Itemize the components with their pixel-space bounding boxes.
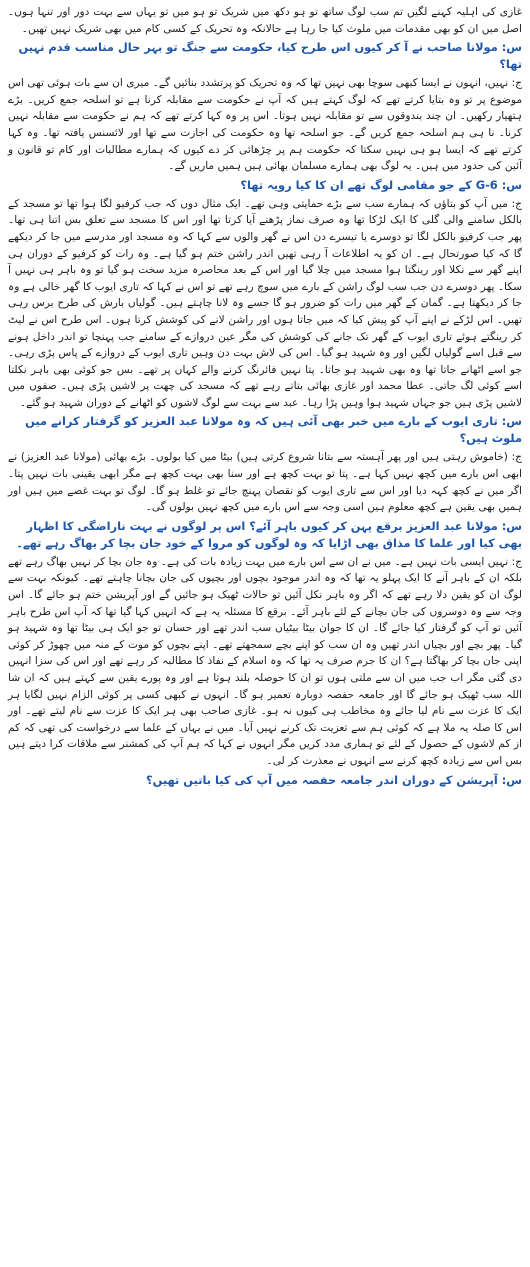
question-heading-1: س: مولانا صاحب نے آ کر کیوں اس طرح کیا، حکومت سے جنگ تو بہر حال مناسب قدم نہیں تھا؟ xyxy=(18,40,522,72)
answer-paragraph-2: ج: میں آپ کو بتاؤں کہ ہمارے سب سے بڑے حمایتی وہی تھے۔ ایک مثال دوں کہ جب کرفیو لگا ہوا تھا تو مسجد کے بالکل سامنے والی گلی کا ایک لڑکا تھا وہ صرف نماز پڑھنے آیا کرتا تھا اور اس کا مسجد سے تعلق بس اتنا ہی تھا۔ پھر جب کرفیو بالکل لگا تو دوسرے یا تیسرے دن اس نے گھر والوں سے کہا کہ وہ مسجد اور مدرسے میں جا کر دیکھے گا کہ کیا صورتحال ہے۔ ان کو یہ اطلاعات آ رہی تھیں اندر راشن ختم ہو گیا ہے۔ وہ رات کو کرفیو کے دوران ہی اپنے گھر سے نکلا اور رینگتا ہوا مسجد میں چلا گیا اور اس کے بعد محاصرہ مزید سخت ہو گیا تو وہ باہر ہی نہیں آ سکا۔ پھر دوسرے دن جب سب لوگ راشن کے بارے میں سوچ رہے تھے تو اس نے کہا کہ تاری ایوب کا گھر خالی ہے وہ جا کر دیکھتا ہے۔ گمان کے گھر میں رات کو ضرور ہو گا جسے وہ لانا چاہتے ہیں۔ گولیاں بارش کی طرح برس رہی تھیں۔ اس لڑکے نے اپنے آپ کو پیش کیا کہ میں جاتا ہوں اور راشن لانے کی کوشش کرتا ہوں۔ اس طرح اس نے لیٹ کر رینگتے ہوئے تاری ایوب کے گھر تک جانے کی کوشش کی مگر عین دروازے کے سامنے جب پہنچا تو اندر داخل ہونے سے قبل اسے گولیاں لگیں اور وہ شہید ہو گیا۔ اس کی لاش بہت دن وہیں تاری ایوب کے دروازے کے پاس پڑی رہی۔ جو اسے اٹھانے جاتا تھا وہ بھی شہید ہو جاتا۔ پتا نہیں فائرنگ کرنے والے کہاں پر تھے۔ بس جو کوئی بھی باہر نکلتا اسے کوئی لگ جاتی۔ عطا محمد اور غازی بھائی بتاتے رہے تھے کہ مسجد کی چھت پر لاشیں پڑی ہیں۔ صفوں میں لاشیں پڑی ہیں جو جہاں شہید ہوا وہیں پڑا رہا۔ عبد سے بہت سے لوگ لاشوں کو اٹھانے کے دوران شہید ہو گئے۔ xyxy=(8,197,522,409)
answer-paragraph-4: ج: نہیں ایسی بات نہیں ہے۔ میں نے ان سے اس بارے میں بہت زیادہ بات کی ہے۔ وہ جان بچا کر نہیں بھاگ رہے تھے بلکہ ان کے باہر آنے کا ایک پہلو یہ تھا کہ وہ اندر موجود بچوں اور بچیوں کی جان بچانا چاہتے تھے۔ کیونکہ بہت سے لوگ ان کو یقین دلا رہے تھے کہ اگر وہ باہر نکل آئیں تو حالات ٹھیک ہو جائیں گے اور آپریشن ختم ہو جائے گا۔ اس وجہ سے وہ دوسروں کی جان بچانے کے لئے باہر آئے۔ برقع کا مسئلہ یہ ہے کہ انہیں کہا گیا تھا کہ آپ اس طرح باہر آئیں تو آپ کو گرفتار کیا جائے گا۔ ان کا جوان بیٹا بیٹیاں سب اندر تھے اور حسان تو جو ایک ہی بیٹا تھا وہ شہید ہو گیا۔ پھر بچے اور بچیاں اندر تھیں وہ ان سب کو اپنے بچے سمجھتے تھے۔ اپنے بچوں کو موت کے منہ میں چھوڑ کر کوئی اپنی جان بچا کر بھاگتا ہے؟ ان کا جرم صرف یہ تھا کہ وہ اسلام کے نفاذ کا مطالبہ کر رہے تھے اور اس کی سزا انہیں دی گئی مگر اب جب میں ان سے ملتی ہوں تو ان کا حوصلہ بلند ہوتا ہے اور وہ پورے یقین سے کہتے ہیں کہ ان شا اللہ سب ٹھیک ہو جائے گا اور جامعہ حفصہ دوبارہ تعمیر ہو گا۔ انہوں نے کبھی کسی پر کوئی الزام نہیں لگایا ہر ایک کا عزت سے نام لیا جائے وہ مخاطب ہی کیوں نہ ہو۔ غازی صاحب بھی ہر ایک کا عزت سے نام لیتے تھے۔ اور اس کا صلہ یہ ملا ہے کہ کوئی ہم سے تعزیت تک کرنے نہیں آیا۔ میں نے یہاں کے علما سے درخواست کی تھی کہ کم از کم لاشوں کے حصول کے لئے تو ہماری مدد کریں مگر انہوں نے کہا کہ ہم آپ کی کمشنر سے ملاقات کرا دیتے ہیں بس اس سے زیادہ کچھ کرنے سے انہوں نے معذرت کر لی۔ xyxy=(8,555,522,767)
question-heading-2: س: G-6 کے جو مقامی لوگ تھے ان کا کیا رویہ تھا؟ xyxy=(240,177,522,192)
answer-paragraph-1: ج: نہیں، انہوں نے ایسا کبھی سوچا بھی نہیں تھا کہ وہ تحریک کو پرتشدد بنائیں گے۔ میری ان سے بات ہوئی تھی اس موضوع پر تو وہ بتایا کرتے تھے کہ لوگ کہتے ہیں کہ آپ نے حکومت سے مقابلہ کرنا ہے تو اسلحہ جمع کریں۔ بڑے ہتھیار رکھیں۔ ان چند بندوقوں سے تو مقابلہ نہیں ہوتا۔ اس پر وہ کہا کرتے تھے کہ ہم نے حکومت سے مقابلہ نہیں کرنا۔ نا ہی ہم اسلحہ جمع کریں گے۔ جو اسلحہ تھا وہ حکومت کی اجازت سے تھا اور لائسنس یافتہ تھا۔ وہ کہا کرتے تھے کہ ایسا ہو ہی نہیں سکتا کہ حکومت ہم پر چڑھائی کر دے کیوں کہ ہمارے مطالبات اور کام تو قانون و آئین کی حدود میں ہیں۔ یہ لوگ بھی ہمارے مسلمان بھائی ہیں ہمیں ماریں گے۔ xyxy=(8,77,522,173)
question-heading-5: س: آپریشن کے دوران اندر جامعہ حفصہ میں آپ کی کیا باتیں تھیں؟ xyxy=(146,772,522,787)
question-heading-3: س: تاری ایوب کے بارے میں خبر بھی آئی ہیں کہ وہ مولانا عبد العزیز کو گرفتار کرانے میں ملوث ہیں؟ xyxy=(25,414,522,446)
answer-paragraph-3: ج: (خاموش رہتی ہیں اور پھر آہستہ سے بتانا شروع کرتی ہیں) بیٹا میں کیا بولوں۔ بڑے بھائی (مولانا عبد العزیز) نے ابھی اس بارے میں کچھ نہیں کہا ہے۔ پتا تو بہت کچھ ہے اور سنا بھی بہت کچھ ہے مگر ابھی یقینی بات نہیں پتا۔ اگر میں نے کچھ کہہ دیا اور اس سے تاری ایوب کو نقصان پہنچ جائے تو غلط ہو گا۔ لوگ تو بہت غصے میں ہیں اور ہمیں بھی یقین ہے کچھ معلوم ہیں اسی وجہ سے اس بارے میں کچھ نہیں بولوں گی۔ xyxy=(8,451,522,514)
answer-paragraph-intro: غازی کی اہلیہ کہنے لگیں تم سب لوگ ساتھ تو ہو دکھ میں شریک تو ہو میں تو یہاں سے بہت دور اور تنہا ہوں۔ اصل میں ان کو بھی مقدمات میں ملوث کیا جا رہا ہے حالانکہ وہ تحریک کے کسی کام میں بھی شریک نہیں تھیں۔ xyxy=(8,6,522,35)
question-heading-4: س: مولانا عبد العزیز برقع پہن کر کیوں باہر آئے؟ اس پر لوگوں نے بہت ناراضگی کا اظہار بھی کیا اور علما کا مذاق بھی اڑایا کہ وہ لوگوں کو مروا کے خود جان بچا کر بھاگ رہے تھے۔ xyxy=(16,518,522,550)
